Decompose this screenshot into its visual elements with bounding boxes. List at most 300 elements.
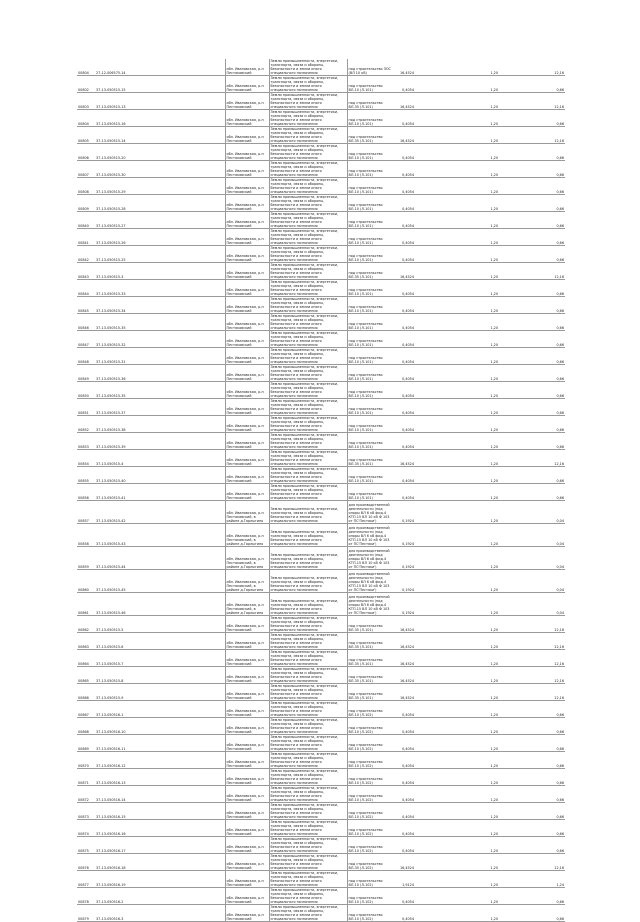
table-row (77, 752, 565, 769)
row-id-cell: 00856 (77, 484, 95, 501)
area-cell: 0,4054 (395, 416, 415, 433)
location-cell: обл. Ивановская, р-н Пестяковский (225, 314, 269, 331)
spacer-cell (415, 570, 469, 593)
spacer-cell (415, 650, 469, 667)
row-id-cell: 00840 (77, 212, 95, 229)
coefficient-cell: 1,20 (469, 263, 499, 280)
coefficient-cell: 1,20 (469, 735, 499, 752)
cadastral-number-cell: 37-13-050515-35 (95, 382, 136, 399)
coefficient-cell: 1,20 (469, 297, 499, 314)
table-row (77, 382, 565, 399)
permitted-use-cell: под строительство ВЛ-35 (Л-101) (347, 450, 395, 467)
area-cell: 0,4054 (395, 786, 415, 803)
spacer-cell (136, 195, 225, 212)
spacer-cell (415, 348, 469, 365)
cadastral-number-cell: 37-13-050515-29 (95, 178, 136, 195)
spacer-cell (499, 246, 535, 263)
area-cell: 0,4054 (395, 701, 415, 718)
spacer-cell (136, 314, 225, 331)
value-cell: 0,66 (535, 837, 565, 854)
location-cell: обл. Ивановская, р-н Пестяковский (225, 161, 269, 178)
permitted-use-cell: под строительство ЗОС (ВЛ 10 кВ) (347, 59, 395, 76)
land-category-cell: Земли промышленности, энергетики, транспорта, связи и обороны, безопасности и земли иного специального назначения (269, 501, 347, 524)
spacer-cell (136, 701, 225, 718)
spacer-cell (499, 433, 535, 450)
location-cell: обл. Ивановская, р-н Пестяковский (225, 718, 269, 735)
spacer-cell (415, 110, 469, 127)
spacer-cell (415, 484, 469, 501)
location-cell: обл. Ивановская, р-н Пестяковский (225, 144, 269, 161)
row-id-cell: 00809 (77, 195, 95, 212)
permitted-use-cell: под строительство ВЛ-10 (Л-102) (347, 803, 395, 820)
spacer-cell (499, 752, 535, 769)
coefficient-cell: 1,20 (469, 501, 499, 524)
coefficient-cell: 1,20 (469, 524, 499, 547)
spacer-cell (415, 433, 469, 450)
area-cell: 16,4524 (395, 854, 415, 871)
spacer-cell (415, 547, 469, 570)
spacer-cell (136, 433, 225, 450)
spacer-cell (415, 93, 469, 110)
spacer-cell (499, 735, 535, 752)
spacer-cell (136, 76, 225, 93)
area-cell: 16,4524 (395, 616, 415, 633)
land-category-cell: Земли промышленности, энергетики, транспорта, связи и обороны, безопасности и земли иного специального назначения (269, 467, 347, 484)
table-row (77, 701, 565, 718)
spacer-cell (499, 593, 535, 616)
spacer-cell (499, 212, 535, 229)
row-id-cell: 00863 (77, 633, 95, 650)
spacer-cell (499, 314, 535, 331)
coefficient-cell: 1,20 (469, 786, 499, 803)
location-cell: обл. Ивановская, р-н Пестяковский (225, 382, 269, 399)
row-id-cell: 00857 (77, 501, 95, 524)
location-cell: обл. Ивановская, р-н Пестяковский (225, 127, 269, 144)
land-category-cell: Земли промышленности, энергетики, транспорта, связи и обороны, безопасности и земли иного специального назначения (269, 76, 347, 93)
spacer-cell (415, 127, 469, 144)
spacer-cell (136, 229, 225, 246)
value-cell: 0,66 (535, 803, 565, 820)
coefficient-cell: 1,20 (469, 399, 499, 416)
value-cell: 0,66 (535, 314, 565, 331)
coefficient-cell: 1,20 (469, 127, 499, 144)
value-cell: 12,16 (535, 59, 565, 76)
location-cell: обл. Ивановская, р-н Пестяковский (225, 803, 269, 820)
value-cell: 12,16 (535, 667, 565, 684)
cadastral-number-cell: 37-13-050515-13 (95, 93, 136, 110)
table-row (77, 365, 565, 382)
row-id-cell: 00846 (77, 314, 95, 331)
spacer-cell (415, 786, 469, 803)
permitted-use-cell: для производственной деятельности (под опоры ВЛ 6 кВ фид.4 КТП-15 ВЛ 10 кВ Ф 103 от ПС'Пестяки') (347, 524, 395, 547)
spacer-cell (136, 752, 225, 769)
cadastral-number-cell: 37-13-050516-3 (95, 905, 136, 922)
land-category-cell: Земли промышленности, энергетики, транспорта, связи и обороны, безопасности и земли иного специального назначения (269, 616, 347, 633)
row-id-cell: 00874 (77, 820, 95, 837)
land-category-cell: Земли промышленности, энергетики, транспорта, связи и обороны, безопасности и земли иного специального назначения (269, 246, 347, 263)
land-category-cell: Земли промышленности, энергетики, транспорта, связи и обороны, безопасности и земли иного специального назначения (269, 59, 347, 76)
location-cell: обл. Ивановская, р-н Пестяковский (225, 212, 269, 229)
permitted-use-cell: под строительство ВЛ-35 (Л-101) (347, 263, 395, 280)
spacer-cell (136, 547, 225, 570)
coefficient-cell: 1,20 (469, 633, 499, 650)
land-category-cell: Земли промышленности, энергетики, транспорта, связи и обороны, безопасности и земли иного специального назначения (269, 820, 347, 837)
table-row (77, 905, 565, 922)
land-category-cell: Земли промышленности, энергетики, транспорта, связи и обороны, безопасности и земли иного специального назначения (269, 399, 347, 416)
spacer-cell (136, 365, 225, 382)
value-cell: 0,66 (535, 433, 565, 450)
permitted-use-cell: под строительство ВЛ-10 (Л-101) (347, 297, 395, 314)
row-id-cell: 00855 (77, 467, 95, 484)
spacer-cell (499, 93, 535, 110)
row-id-cell: 00866 (77, 684, 95, 701)
cadastral-number-cell: 37-13-050515-40 (95, 467, 136, 484)
table-row (77, 280, 565, 297)
coefficient-cell: 1,20 (469, 854, 499, 871)
location-cell: обл. Ивановская, р-н Пестяковский, в районе д.Гарлыгино (225, 547, 269, 570)
location-cell: обл. Ивановская, р-н Пестяковский (225, 280, 269, 297)
location-cell: обл. Ивановская, р-н Пестяковский (225, 110, 269, 127)
cadastral-number-cell: 37-13-050515-8 (95, 667, 136, 684)
value-cell: 0,04 (535, 547, 565, 570)
spacer-cell (415, 820, 469, 837)
land-category-cell: Земли промышленности, энергетики, транспорта, связи и обороны, безопасности и земли иного специального назначения (269, 484, 347, 501)
spacer-cell (499, 280, 535, 297)
table-row (77, 246, 565, 263)
row-id-cell: 00850 (77, 382, 95, 399)
cadastral-number-cell: 37-13-050515-44 (95, 547, 136, 570)
value-cell: 0,66 (535, 382, 565, 399)
area-cell: 16,4524 (395, 93, 415, 110)
permitted-use-cell: под строительство ВЛ-10 (Л-102) (347, 786, 395, 803)
area-cell: 0,1924 (395, 593, 415, 616)
spacer-cell (136, 524, 225, 547)
area-cell: 0,4054 (395, 348, 415, 365)
value-cell: 0,66 (535, 399, 565, 416)
land-category-cell: Земли промышленности, энергетики, транспорта, связи и обороны, безопасности и земли иного специального назначения (269, 93, 347, 110)
spacer-cell (415, 837, 469, 854)
coefficient-cell: 1,20 (469, 701, 499, 718)
permitted-use-cell: под строительство ВЛ-35 (Л-101) (347, 93, 395, 110)
table-row (77, 195, 565, 212)
permitted-use-cell: под строительство ВЛ-10 (Л-101) (347, 484, 395, 501)
location-cell: обл. Ивановская, р-н Пестяковский (225, 735, 269, 752)
spacer-cell (136, 348, 225, 365)
permitted-use-cell: под строительство ВЛ-35 (Л-101) (347, 616, 395, 633)
spacer-cell (415, 616, 469, 633)
permitted-use-cell: под строительство ВЛ-10 (Л-102) (347, 701, 395, 718)
area-cell: 0,4054 (395, 246, 415, 263)
coefficient-cell: 1,20 (469, 616, 499, 633)
area-cell: 0,4054 (395, 195, 415, 212)
permitted-use-cell: под строительство ВЛ-10 (Л-102) (347, 888, 395, 905)
location-cell: обл. Ивановская, р-н Пестяковский (225, 399, 269, 416)
location-cell: обл. Ивановская, р-н Пестяковский (225, 76, 269, 93)
area-cell: 0,4054 (395, 467, 415, 484)
value-cell: 0,04 (535, 593, 565, 616)
table-row (77, 110, 565, 127)
cadastral-number-cell: 37-13-050515-38 (95, 416, 136, 433)
spacer-cell (499, 76, 535, 93)
coefficient-cell: 1,20 (469, 314, 499, 331)
spacer-cell (136, 888, 225, 905)
row-id-cell: 00803 (77, 93, 95, 110)
value-cell: 0,66 (535, 331, 565, 348)
spacer-cell (415, 212, 469, 229)
permitted-use-cell: под строительство ВЛ-10 (Л-101) (347, 178, 395, 195)
table-row (77, 718, 565, 735)
permitted-use-cell: для производственной деятельности (под опоры ВЛ 6 кВ фид.4 КТП-15 ВЛ 10 кВ Ф 103 от ПС'Пестяки') (347, 593, 395, 616)
land-category-cell: Земли промышленности, энергетики, транспорта, связи и обороны, безопасности и земли иного специального назначения (269, 701, 347, 718)
value-cell: 0,66 (535, 820, 565, 837)
table-row (77, 524, 565, 547)
coefficient-cell: 1,20 (469, 433, 499, 450)
table-row (77, 178, 565, 195)
coefficient-cell: 1,20 (469, 59, 499, 76)
table-row (77, 484, 565, 501)
spacer-cell (499, 382, 535, 399)
spacer-cell (415, 524, 469, 547)
spacer-cell (136, 331, 225, 348)
row-id-cell: 00807 (77, 161, 95, 178)
spacer-cell (415, 161, 469, 178)
row-id-cell: 00873 (77, 803, 95, 820)
spacer-cell (415, 178, 469, 195)
location-cell: обл. Ивановская, р-н Пестяковский (225, 905, 269, 922)
value-cell: 12,16 (535, 263, 565, 280)
value-cell: 0,66 (535, 246, 565, 263)
table-row (77, 297, 565, 314)
spacer-cell (499, 650, 535, 667)
spacer-cell (136, 416, 225, 433)
cadastral-number-cell: 37-13-050515-45 (95, 570, 136, 593)
spacer-cell (136, 467, 225, 484)
value-cell: 0,66 (535, 416, 565, 433)
location-cell: обл. Ивановская, р-н Пестяковский (225, 701, 269, 718)
coefficient-cell: 1,20 (469, 547, 499, 570)
coefficient-cell: 1,20 (469, 650, 499, 667)
spacer-cell (499, 718, 535, 735)
coefficient-cell: 1,20 (469, 76, 499, 93)
table-row (77, 331, 565, 348)
location-cell: обл. Ивановская, р-н Пестяковский (225, 888, 269, 905)
spacer-cell (499, 888, 535, 905)
land-category-cell: Земли промышленности, энергетики, транспорта, связи и обороны, безопасности и земли иного специального назначения (269, 837, 347, 854)
spacer-cell (136, 93, 225, 110)
location-cell: обл. Ивановская, р-н Пестяковский (225, 195, 269, 212)
area-cell: 0,4054 (395, 382, 415, 399)
land-category-cell: Земли промышленности, энергетики, транспорта, связи и обороны, безопасности и земли иного специального назначения (269, 547, 347, 570)
area-cell: 1,9124 (395, 871, 415, 888)
row-id-cell: 00878 (77, 888, 95, 905)
spacer-cell (136, 263, 225, 280)
cadastral-number-cell: 37-13-050515-14 (95, 127, 136, 144)
spacer-cell (499, 524, 535, 547)
cadastral-number-cell: 37-13-050515-32 (95, 331, 136, 348)
spacer-cell (499, 365, 535, 382)
permitted-use-cell: для производственной деятельности (под опоры ВЛ 6 кВ фид.4 КТП-15 ВЛ 10 кВ Ф 103 от ПС'Пестяки') (347, 547, 395, 570)
spacer-cell (499, 127, 535, 144)
area-cell: 16,4524 (395, 263, 415, 280)
table-row (77, 348, 565, 365)
permitted-use-cell: под строительство ВЛ-10 (Л-101) (347, 144, 395, 161)
spacer-cell (415, 246, 469, 263)
coefficient-cell: 1,20 (469, 593, 499, 616)
table-row (77, 127, 565, 144)
spacer-cell (499, 667, 535, 684)
permitted-use-cell: под строительство ВЛ-10 (Л-102) (347, 735, 395, 752)
area-cell: 0,4054 (395, 735, 415, 752)
spacer-cell (136, 769, 225, 786)
row-id-cell: 00868 (77, 718, 95, 735)
table-row (77, 769, 565, 786)
value-cell: 0,66 (535, 178, 565, 195)
location-cell: обл. Ивановская, р-н Пестяковский (225, 93, 269, 110)
value-cell: 0,04 (535, 501, 565, 524)
area-cell: 0,4054 (395, 803, 415, 820)
spacer-cell (415, 416, 469, 433)
location-cell: обл. Ивановская, р-н Пестяковский (225, 416, 269, 433)
coefficient-cell: 1,20 (469, 752, 499, 769)
value-cell: 0,66 (535, 905, 565, 922)
spacer-cell (499, 59, 535, 76)
location-cell: обл. Ивановская, р-н Пестяковский (225, 650, 269, 667)
location-cell: обл. Ивановская, р-н Пестяковский (225, 229, 269, 246)
spacer-cell (136, 616, 225, 633)
cadastral-number-cell: 37-13-050515-9 (95, 684, 136, 701)
area-cell: 0,4054 (395, 314, 415, 331)
land-category-cell: Земли промышленности, энергетики, транспорта, связи и обороны, безопасности и земли иного специального назначения (269, 195, 347, 212)
spacer-cell (499, 178, 535, 195)
coefficient-cell: 1,20 (469, 769, 499, 786)
table-row (77, 263, 565, 280)
row-id-cell: 00805 (77, 127, 95, 144)
permitted-use-cell: для производственной деятельности (под опоры ВЛ 6 кВ фид.4 КТП-15 ВЛ 10 кВ Ф 103 от ПС'Пестяки') (347, 570, 395, 593)
table-row (77, 786, 565, 803)
coefficient-cell: 1,20 (469, 348, 499, 365)
cadastral-number-cell: 27-12-006575-14 (95, 59, 136, 76)
spacer-cell (415, 633, 469, 650)
table-row (77, 570, 565, 593)
cadastral-number-cell: 37-13-050516-10 (95, 718, 136, 735)
spacer-cell (415, 195, 469, 212)
cadastral-number-cell: 37-13-050515-43 (95, 524, 136, 547)
cadastral-number-cell: 37-13-050515-15 (95, 76, 136, 93)
permitted-use-cell: под строительство ВЛ-10 (Л-101) (347, 365, 395, 382)
spacer-cell (499, 195, 535, 212)
cadastral-number-cell: 37-13-050516-1 (95, 701, 136, 718)
cadastral-number-cell: 37-13-050516-15 (95, 803, 136, 820)
cadastral-number-cell: 37-13-050515-35 (95, 314, 136, 331)
table-row (77, 76, 565, 93)
spacer-cell (415, 667, 469, 684)
coefficient-cell: 1,20 (469, 365, 499, 382)
spacer-cell (499, 570, 535, 593)
area-cell: 16,4524 (395, 667, 415, 684)
land-category-cell: Земли промышленности, энергетики, транспорта, связи и обороны, безопасности и земли иного специального назначения (269, 752, 347, 769)
value-cell: 0,66 (535, 280, 565, 297)
spacer-cell (415, 399, 469, 416)
cadastral-number-cell: 37-13-050515-33 (95, 280, 136, 297)
land-category-cell: Земли промышленности, энергетики, транспорта, связи и обороны, безопасности и земли иного специального назначения (269, 871, 347, 888)
value-cell: 12,16 (535, 93, 565, 110)
location-cell: обл. Ивановская, р-н Пестяковский (225, 871, 269, 888)
row-id-cell: 00842 (77, 246, 95, 263)
coefficient-cell: 1,20 (469, 161, 499, 178)
land-register-body (77, 59, 565, 922)
row-id-cell: 00849 (77, 365, 95, 382)
row-id-cell: 00847 (77, 331, 95, 348)
location-cell: обл. Ивановская, р-н Пестяковский (225, 297, 269, 314)
table-row (77, 399, 565, 416)
location-cell: обл. Ивановская, р-н Пестяковский, в районе д.Гарлыгино (225, 524, 269, 547)
table-row (77, 229, 565, 246)
spacer-cell (499, 633, 535, 650)
permitted-use-cell: под строительство ВЛ-10 (Л-101) (347, 280, 395, 297)
spacer-cell (499, 905, 535, 922)
area-cell: 0,1924 (395, 501, 415, 524)
location-cell: обл. Ивановская, р-н Пестяковский (225, 467, 269, 484)
permitted-use-cell: под строительство ВЛ-35 (Л-101) (347, 667, 395, 684)
coefficient-cell: 1,20 (469, 484, 499, 501)
coefficient-cell: 1,20 (469, 570, 499, 593)
spacer-cell (136, 570, 225, 593)
row-id-cell: 00879 (77, 905, 95, 922)
value-cell: 12,16 (535, 854, 565, 871)
area-cell: 0,4054 (395, 484, 415, 501)
value-cell: 0,66 (535, 484, 565, 501)
row-id-cell: 00808 (77, 178, 95, 195)
cadastral-number-cell: 37-13-050515-36 (95, 365, 136, 382)
row-id-cell: 00848 (77, 348, 95, 365)
location-cell: обл. Ивановская, р-н Пестяковский (225, 365, 269, 382)
cadastral-number-cell: 37-13-050515-16 (95, 110, 136, 127)
land-category-cell: Земли промышленности, энергетики, транспорта, связи и обороны, безопасности и земли иного специального назначения (269, 735, 347, 752)
area-cell: 0,4054 (395, 212, 415, 229)
cadastral-number-cell: 37-13-050516-14 (95, 786, 136, 803)
land-category-cell: Земли промышленности, энергетики, транспорта, связи и обороны, безопасности и земли иного специального назначения (269, 593, 347, 616)
spacer-cell (415, 905, 469, 922)
area-cell: 0,4054 (395, 229, 415, 246)
value-cell: 0,66 (535, 365, 565, 382)
area-cell: 0,4054 (395, 905, 415, 922)
location-cell: обл. Ивановская, р-н Пестяковский (225, 633, 269, 650)
coefficient-cell: 1,20 (469, 684, 499, 701)
value-cell: 0,66 (535, 735, 565, 752)
cadastral-number-cell: 37-13-050516-18 (95, 854, 136, 871)
spacer-cell (136, 905, 225, 922)
spacer-cell (415, 769, 469, 786)
row-id-cell: 00845 (77, 297, 95, 314)
area-cell: 0,4054 (395, 110, 415, 127)
cadastral-number-cell: 37-13-050515-5 (95, 616, 136, 633)
land-category-cell: Земли промышленности, энергетики, транспорта, связи и обороны, безопасности и земли иного специального назначения (269, 769, 347, 786)
land-category-cell: Земли промышленности, энергетики, транспорта, связи и обороны, безопасности и земли иного специального назначения (269, 524, 347, 547)
cadastral-number-cell: 37-13-050515-3 (95, 263, 136, 280)
spacer-cell (136, 110, 225, 127)
permitted-use-cell: под строительство ВЛ-10 (Л-101) (347, 382, 395, 399)
land-category-cell: Земли промышленности, энергетики, транспорта, связи и обороны, безопасности и земли иного специального назначения (269, 110, 347, 127)
table-row (77, 650, 565, 667)
coefficient-cell: 1,20 (469, 382, 499, 399)
coefficient-cell: 1,20 (469, 888, 499, 905)
permitted-use-cell: под строительство ВЛ-10 (Л-101) (347, 229, 395, 246)
land-category-cell: Земли промышленности, энергетики, транспорта, связи и обороны, безопасности и земли иного специального назначения (269, 331, 347, 348)
land-category-cell: Земли промышленности, энергетики, транспорта, связи и обороны, безопасности и земли иного специального назначения (269, 718, 347, 735)
value-cell: 12,16 (535, 616, 565, 633)
table-row (77, 803, 565, 820)
row-id-cell: 00877 (77, 871, 95, 888)
